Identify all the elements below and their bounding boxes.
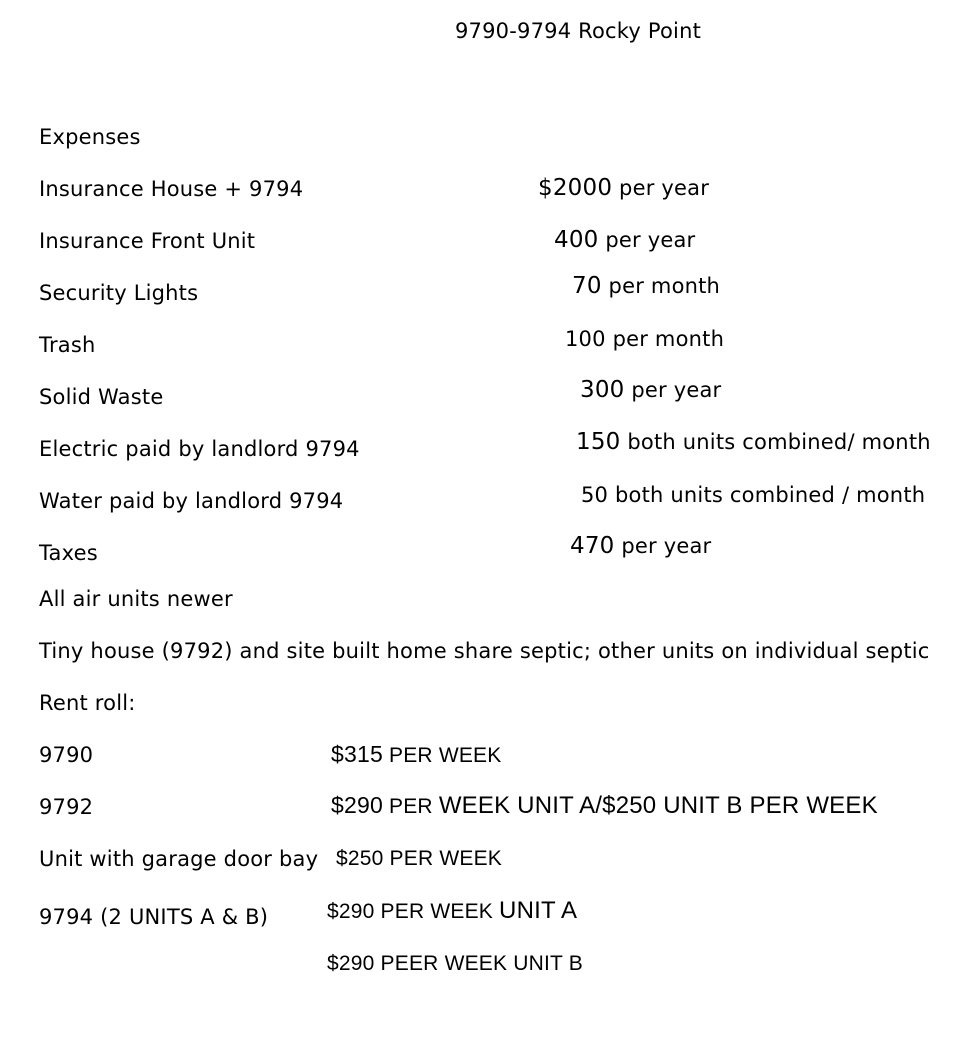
expense-amount: 300 xyxy=(580,377,625,403)
rent-details: WEEK UNIT A/$250 UNIT B PER WEEK xyxy=(438,792,878,819)
expense-amount: 100 xyxy=(565,327,606,351)
expense-label-solid-waste: Solid Waste xyxy=(39,385,164,409)
expense-amount: 400 xyxy=(554,227,599,253)
expense-unit: per month xyxy=(605,327,725,351)
rent-unit-9790: 9790 xyxy=(39,743,94,767)
expense-value-electric xyxy=(576,429,931,455)
rent-value-garage-bay: $250 PER WEEK xyxy=(336,847,503,870)
expense-value-insurance-house xyxy=(538,175,709,201)
note-air-units: All air units newer xyxy=(39,587,233,611)
rent-value-9790 xyxy=(331,741,501,769)
rent-unit-9794: 9794 (2 UNITS A & B) xyxy=(39,905,269,929)
expense-unit: per year xyxy=(614,534,712,558)
expense-value-solid-waste xyxy=(580,377,721,403)
expense-unit: per year xyxy=(612,176,710,200)
expense-label-insurance-house: Insurance House + 9794 xyxy=(39,177,304,201)
rent-roll-heading: Rent roll: xyxy=(39,691,136,715)
expenses-heading: Expenses xyxy=(39,125,141,149)
expense-label-insurance-front-unit: Insurance Front Unit xyxy=(39,229,256,253)
expense-unit: both units combined / month xyxy=(608,483,926,507)
rent-amount: $315 xyxy=(331,741,383,767)
expense-value-security-lights xyxy=(572,273,720,299)
expense-label-taxes: Taxes xyxy=(39,541,98,565)
rent-value-9794-unit-a xyxy=(327,898,577,925)
rent-amount: $290 xyxy=(331,792,383,818)
rent-period: PER WEEK xyxy=(382,744,502,767)
expense-value-water xyxy=(581,482,925,508)
rent-value-9794-unit-b: $290 PEER WEEK UNIT B xyxy=(327,952,583,975)
expense-value-insurance-front-unit xyxy=(554,227,695,253)
document-title: 9790-9794 Rocky Point xyxy=(455,19,702,43)
rent-details: UNIT A xyxy=(499,897,578,924)
expense-unit: per month xyxy=(601,274,721,298)
expense-value-trash xyxy=(565,326,724,352)
rent-unit-9792: 9792 xyxy=(39,795,94,819)
expense-amount: 50 xyxy=(581,483,609,507)
expense-label-water: Water paid by landlord 9794 xyxy=(39,489,344,513)
expense-unit: per year xyxy=(624,378,722,402)
expense-amount: 70 xyxy=(572,273,602,299)
rent-unit-garage-bay: Unit with garage door bay xyxy=(39,847,319,871)
expense-value-taxes xyxy=(570,533,711,559)
rent-amount: $290 PER WEEK xyxy=(327,900,500,923)
rent-period: PER xyxy=(382,795,439,818)
expense-amount: 470 xyxy=(570,533,615,559)
expense-label-electric: Electric paid by landlord 9794 xyxy=(39,437,360,461)
expense-label-trash: Trash xyxy=(39,333,96,357)
expense-label-security-lights: Security Lights xyxy=(39,281,199,305)
expense-unit: per year xyxy=(598,228,696,252)
expense-unit: both units combined/ month xyxy=(620,430,931,454)
rent-value-9792 xyxy=(331,792,878,820)
expense-amount: $2000 xyxy=(538,175,613,201)
expense-amount: 150 xyxy=(576,429,621,455)
note-septic: Tiny house (9792) and site built home share septic; other units on individual septic xyxy=(39,639,930,663)
